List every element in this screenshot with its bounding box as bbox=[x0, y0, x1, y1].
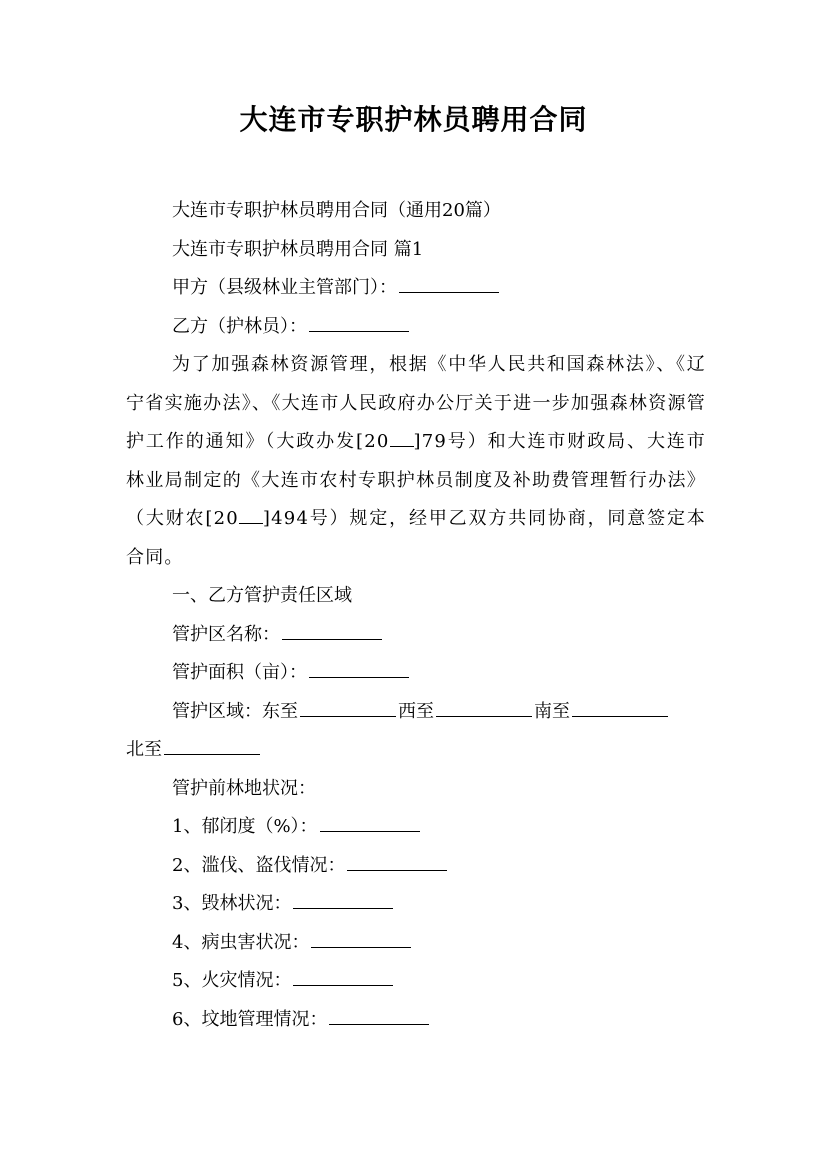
party-a-label: 甲方（县级林业主管部门）： bbox=[172, 277, 397, 298]
area-region-line bbox=[126, 693, 706, 732]
status-item-3 bbox=[126, 885, 706, 924]
document-title: 大连市专职护林员聘用合同 bbox=[239, 103, 588, 136]
section-1-text: 一、乙方管护责任区域 bbox=[172, 585, 352, 606]
party-b-line bbox=[126, 308, 706, 347]
intro-text-2: ]79号）和大连市财政局、大连市林业局制定的《大连市农村专职护林员制度及补助费管理暂行办法》（大财农[20 bbox=[126, 431, 706, 529]
section-1-heading bbox=[126, 577, 706, 616]
status-item-2-label: 2、滥伐、盗伐情况： bbox=[172, 854, 346, 876]
party-a-line bbox=[126, 269, 706, 308]
status-item-4-blank bbox=[311, 929, 411, 948]
status-item-3-blank bbox=[293, 890, 393, 909]
area-size-blank bbox=[309, 659, 409, 678]
status-item-6-blank bbox=[329, 1006, 429, 1025]
party-a-blank bbox=[399, 274, 499, 293]
intro-paragraph bbox=[126, 346, 706, 577]
party-b-blank bbox=[309, 313, 409, 332]
status-item-6 bbox=[126, 1001, 706, 1040]
status-item-5-blank bbox=[293, 967, 393, 986]
part-heading bbox=[126, 231, 706, 270]
party-b-label: 乙方（护林员）： bbox=[172, 315, 307, 337]
document-body bbox=[126, 192, 706, 1039]
area-name-label: 管护区名称： bbox=[172, 623, 280, 645]
south-label: 南至 bbox=[534, 700, 570, 722]
intro-blank-2 bbox=[239, 507, 263, 524]
status-item-4 bbox=[126, 924, 706, 963]
intro-text-3: ]494号）规定，经甲乙双方共同协商，同意签定本合同。 bbox=[126, 508, 707, 568]
status-item-6-label: 6、坟地管理情况： bbox=[172, 1008, 328, 1030]
east-blank bbox=[300, 698, 396, 717]
status-item-5-label: 5、火灾情况： bbox=[172, 970, 292, 991]
area-name-blank bbox=[282, 621, 382, 640]
status-item-4-label: 4、病虫害状况： bbox=[172, 931, 310, 953]
before-status-label: 管护前林地状况： bbox=[172, 777, 316, 799]
west-blank bbox=[436, 698, 532, 717]
subtitle-line bbox=[126, 192, 706, 231]
status-item-3-label: 3、毁林状况： bbox=[172, 893, 292, 914]
before-status-line bbox=[126, 770, 706, 809]
status-item-1-label: 1、郁闭度（%）： bbox=[172, 816, 318, 837]
subtitle-text: 大连市专职护林员聘用合同（通用20篇） bbox=[172, 200, 501, 221]
status-item-2-blank bbox=[347, 852, 447, 871]
south-blank bbox=[572, 698, 668, 717]
intro-text-1: 为了加强森林资源管理，根据《中华人民共和国森林法》、《辽宁省实施办法》、《大连市人民政府办公厅关于进一步加强森林资源管护工作的通知》（大政办发[20 bbox=[126, 354, 706, 452]
status-item-5 bbox=[126, 962, 706, 1001]
intro-blank-1 bbox=[390, 430, 414, 447]
status-item-1 bbox=[126, 808, 706, 847]
area-size-line bbox=[126, 654, 706, 693]
north-blank bbox=[164, 736, 260, 755]
area-name-line bbox=[126, 616, 706, 655]
area-size-label: 管护面积（亩）： bbox=[172, 662, 307, 683]
status-item-1-blank bbox=[320, 813, 420, 832]
north-line bbox=[126, 731, 706, 770]
status-item-2 bbox=[126, 847, 706, 886]
part-heading-text: 大连市专职护林员聘用合同 篇1 bbox=[172, 238, 424, 260]
west-label: 西至 bbox=[398, 700, 434, 722]
area-region-label: 管护区域：东至 bbox=[172, 700, 298, 722]
north-label: 北至 bbox=[126, 739, 162, 760]
